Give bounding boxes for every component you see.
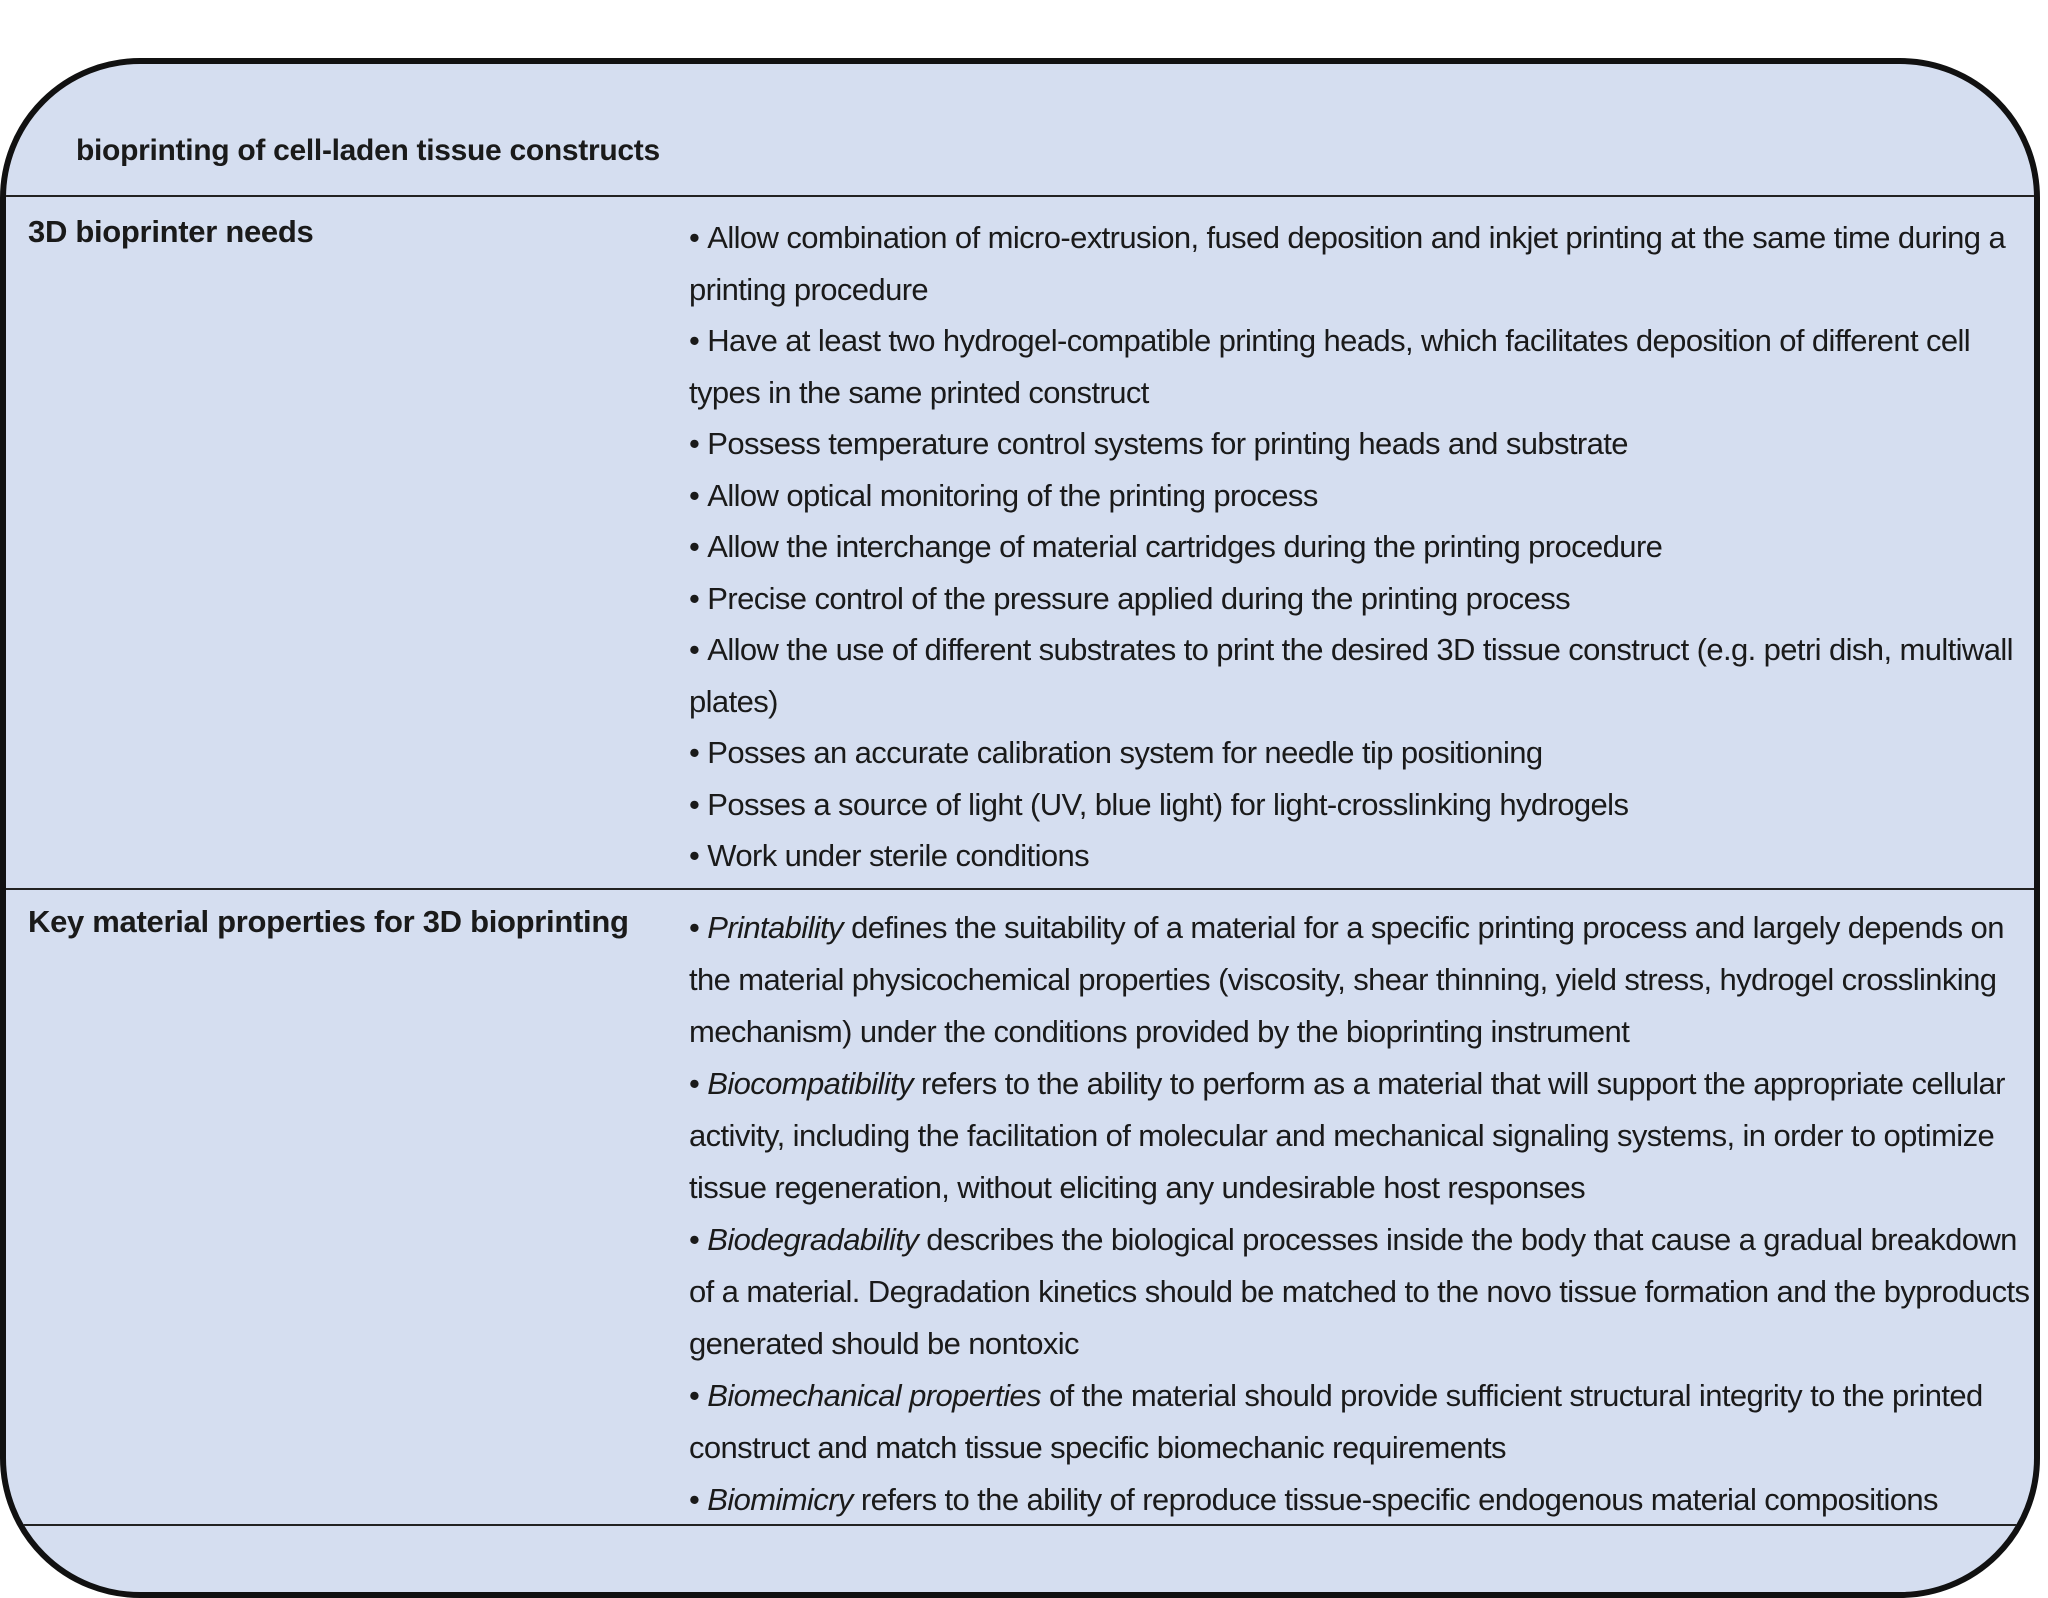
- bullet-item: • Work under sterile conditions: [689, 838, 1090, 873]
- bullet-item: • Allow optical monitoring of the printing process: [689, 477, 1318, 513]
- row-body-bioprinter-needs: [689, 212, 2034, 882]
- header-rule: [6, 195, 2034, 197]
- bullet-item: • Biomechanical properties of the material should provide sufficient structural integrity to the printed construct and match tissue specific biomechanic requirements: [689, 1378, 1983, 1465]
- bullet-item: • Allow the interchange of material cartridges during the printing procedure: [689, 529, 1663, 564]
- table-title: bioprinting of cell-laden tissue constructs: [76, 134, 660, 167]
- bullet-item: • Allow the use of different substrates to print the desired 3D tissue construct (e.g. petri dish, multiwall plates): [689, 632, 2013, 719]
- bullet-item: • Biodegradability describes the biological processes inside the body that cause a gradual breakdown of a material. Degradation kinetics should be matched to the novo tissue formation and the byproducts generated should be nontoxic: [689, 1222, 2030, 1361]
- bullet-item: • Biomimicry refers to the ability of reproduce tissue-specific endogenous material compositions: [689, 1482, 1938, 1517]
- bullet-item: • Posses an accurate calibration system for needle tip positioning: [689, 735, 1543, 770]
- row-body-material-properties: [689, 902, 2034, 1526]
- slide-frame: [0, 58, 2040, 1598]
- bullet-item: • Possess temperature control systems for printing heads and substrate: [689, 426, 1628, 461]
- bullet-item: • Allow combination of micro-extrusion, fused deposition and inkjet printing at the same time during a printing procedure: [689, 220, 2006, 307]
- bullet-item: • Printability defines the suitability of a material for a specific printing process and largely depends on the material physicochemical properties (viscosity, shear thinning, yield stress, hydrogel crosslinking mechanism) under the conditions provided by the bioprinting instrument: [689, 910, 2004, 1049]
- row-divider: [6, 888, 2034, 890]
- bullet-item: • Have at least two hydrogel-compatible printing heads, which facilitates deposition of different cell types in the same printed construct: [689, 323, 1971, 410]
- row-label-bioprinter-needs: 3D bioprinter needs: [28, 214, 314, 249]
- bullet-item: • Biocompatibility refers to the ability to perform as a material that will support the appropriate cellular activity, including the facilitation of molecular and mechanical signaling systems, in order to optimize tissue regeneration, without eliciting any undesirable host responses: [689, 1066, 2005, 1205]
- row-label-material-properties: Key material properties for 3D bioprinting: [28, 904, 629, 939]
- bullet-item: • Precise control of the pressure applied during the printing process: [689, 580, 1571, 616]
- bullet-item: • Posses a source of light (UV, blue light) for light-crosslinking hydrogels: [689, 786, 1629, 822]
- table-bottom-rule: [6, 1524, 2034, 1526]
